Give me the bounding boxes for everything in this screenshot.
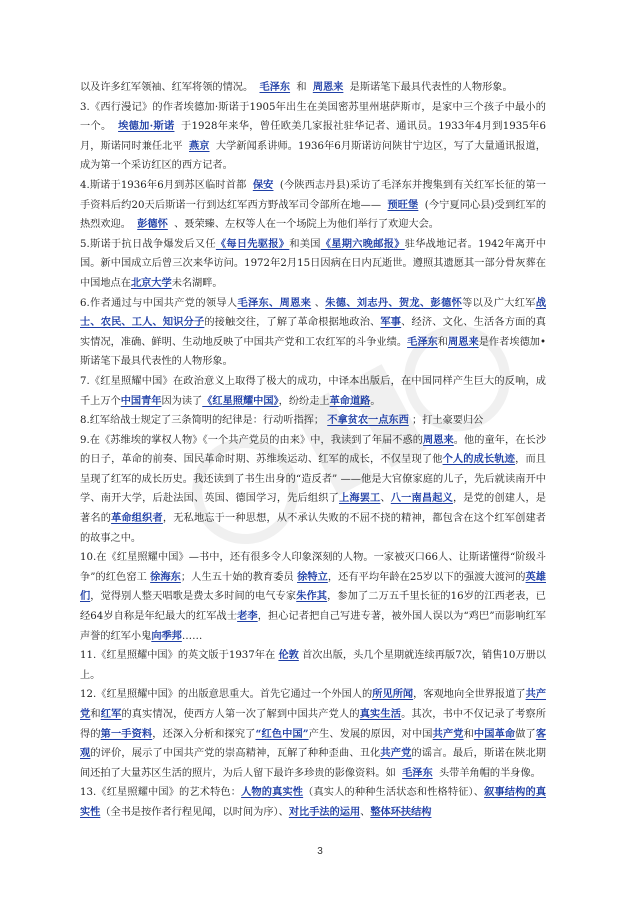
answer-keyword: 革命道路 — [329, 394, 371, 407]
text-run: 是斯诺笔下最具代表性的人物形象。 — [346, 82, 513, 93]
text-run: 是作者埃德加•斯诺笔下最具代表性的人物形象。 — [80, 336, 547, 368]
text-run: ；打土豪要归公 — [408, 415, 484, 427]
answer-keyword: 《每日先驱报》 — [215, 237, 290, 250]
answer-keyword: 对比手法的运用 — [288, 805, 361, 818]
text-run: 和 — [90, 709, 101, 720]
answer-keyword: 革命组织者 — [111, 512, 163, 525]
document-body — [80, 78, 546, 823]
text-run: (今宁夏同心县)受到红军的热烈欢迎。 — [80, 199, 547, 231]
text-run: 等以及广大红军 — [462, 297, 536, 309]
answer-keyword: 毛泽东 — [402, 766, 433, 779]
text-run: 未名湖畔。 — [171, 277, 223, 289]
answer-keyword: 人物的真实性 — [241, 786, 304, 799]
text-run: 6.作者通过与中国共产党的领导人 — [80, 297, 238, 309]
text-run: (今陕西志丹县)采访了毛泽东并搜集到有关红军长征的第一手资料后约20天后斯诺一行到达红军西方野战军司令部所在地—— — [80, 179, 547, 211]
answer-keyword: 毛泽东 — [259, 81, 291, 93]
text-run: ，觉得别人整天唱歌是费太多时间的电气专家 — [90, 591, 297, 603]
answer-keyword: 共产党 — [432, 727, 464, 740]
answer-keyword: 周恩来 — [448, 335, 479, 348]
text-run: 9.在《苏维埃的掌权人物》《一个共产党员的由来》中，我读到了年届不惑的 — [80, 434, 424, 446]
text-run: 、 — [311, 297, 326, 309]
text-run: 12.《红星照耀中国》的出版意思重大。首先它通过一个外国人的 — [80, 689, 373, 701]
answer-keyword: 个人的成长轨迹 — [442, 453, 516, 466]
answer-keyword: 伦敦 — [278, 649, 299, 662]
answer-keyword: 八一南昌起义 — [390, 492, 453, 505]
paragraph-1 — [80, 78, 546, 98]
answer-keyword: 徐特立 — [297, 570, 328, 583]
text-run: 首次出版，头几个星期就连续再版7次，销售10万册以上。 — [80, 650, 546, 681]
answer-keyword: 所见所闻 — [372, 688, 414, 701]
text-run: 5.斯诺于抗日战争爆发后又任 — [80, 238, 216, 250]
answer-keyword: 周恩来 — [312, 81, 344, 93]
text-run: 和美国 — [289, 238, 321, 250]
answer-keyword: 毛泽东 — [407, 335, 438, 348]
text-run: ，而且呈现了红军的成长历史。我还读到了书生出身的“造反者” ——他是大官僚家庭的儿子，先后就读南开中学、南开大学，后赴法国、英国、德国学习，先后组织了 — [80, 454, 546, 505]
answer-keyword: 向季邦 — [151, 629, 182, 642]
paragraph-7 — [80, 411, 546, 431]
text-run: 头带羊角帽的半身像。 — [435, 767, 541, 779]
answer-keyword: 彭德怀 — [137, 218, 168, 231]
paragraph-11 — [80, 685, 546, 783]
text-run: 和 — [293, 82, 310, 93]
paragraph-4 — [80, 235, 546, 294]
answer-keyword: 预旺堡 — [387, 198, 419, 211]
text-run: 于1928年来华，曾任欧美几家报社驻华记者、通讯员。1933年4月到1935年6月，斯诺同时兼任北平 — [80, 121, 546, 152]
answer-keyword: 周恩来 — [423, 433, 454, 446]
answer-keyword: 客观 — [80, 727, 547, 760]
answer-keyword: 中国青年 — [120, 394, 162, 407]
text-run: 的真实情况，使西方人第一次了解到中国共产党人的 — [121, 709, 360, 720]
text-run: ，担心记者把自己写进专著，被外国人误以为“鸡巴”而影响红军声誉的红军小鬼 — [80, 611, 546, 642]
text-run: 、经济、文化、生活各方面的真实情况，准确、鲜明、生动地反映了中国共产党和工农红军的斗争业绩。 — [80, 317, 546, 348]
text-run: ；人生五十始的教育委员 — [180, 571, 298, 583]
answer-keyword: 叙事结构的真实性 — [80, 786, 547, 818]
paragraph-5 — [80, 294, 546, 372]
answer-keyword: 朱德、刘志丹、贺龙、彭德怀 — [325, 296, 463, 309]
text-run: （真实人的种种生活状态和性格特征）、 — [303, 787, 485, 799]
page-number: 3 — [317, 846, 323, 857]
answer-keyword: 毛泽东、周恩来 — [237, 296, 312, 309]
text-run: 。 — [370, 395, 381, 407]
text-run: ，还深入分析和探究了 — [152, 728, 256, 740]
text-run: …… — [181, 630, 203, 642]
paragraph-9 — [80, 548, 546, 646]
answer-keyword: 保安 — [252, 178, 274, 191]
answer-keyword: 燕京 — [189, 139, 210, 152]
text-run: 7.《红星照耀中国》在政治意义上取得了极大的成功，中译本出版后，在中国同样产生巨大的反响，成千上万个 — [80, 375, 546, 407]
text-run: 、 — [380, 493, 391, 505]
text-run: 因为读了 — [161, 395, 203, 407]
answer-keyword: 英雄们 — [80, 570, 546, 603]
text-run: 和 — [463, 728, 474, 740]
text-run: ，参加了二万五千里长征的16岁的江西老表，已经64岁自称是年纪最大的红军战士 — [80, 591, 546, 623]
text-run: ，还有平均年龄在25岁以下的强渡大渡河的 — [327, 571, 526, 583]
text-run: ，纷纷走上 — [278, 395, 330, 407]
text-run: 产生、发展的原因，对中国 — [308, 728, 433, 740]
paragraph-3 — [80, 176, 546, 235]
answer-keyword: 红军 — [100, 708, 122, 720]
text-run: 4.斯诺于1936年6月到苏区临时首都 — [80, 179, 250, 191]
text-run: 10.在《红星照耀中国》—书中，还有很多令人印象深刻的人物。一家被灭口66人、让斯诺懂得“阶级斗争”的红色窑工 — [80, 552, 546, 583]
paragraph-8 — [80, 431, 546, 549]
paragraph-6 — [80, 372, 546, 411]
answer-keyword: 埃德加·斯诺 — [118, 120, 175, 133]
answer-keyword: 《星期六晚邮报》 — [320, 237, 405, 250]
text-run: 3.《西行漫记》的作者埃德加·斯诺于1905年出生在美国密苏里州堪萨斯市，是家中三个孩子中最小的一个。 — [80, 101, 546, 133]
text-run: 做了 — [515, 728, 536, 740]
text-run: 11.《红星照耀中国》的英文版于1937年在 — [80, 650, 279, 662]
text-run: 。其次，书中不仅记录了考察所得的 — [80, 709, 546, 740]
answer-keyword: 上海罢工 — [338, 492, 381, 505]
text-run: 13.《红星照耀中国》的艺术特色： — [80, 787, 242, 799]
paragraph-12 — [80, 783, 546, 822]
text-run: 的谣言。最后，斯诺在陕北期间还拍了大量苏区生活的照片，为后人留下最许多珍贵的影像资料。如 — [80, 748, 546, 779]
text-run: 8.红军给战士规定了三条简明的纪律是：行动听指挥； — [80, 415, 328, 427]
text-run: ，客观地向全世界报道了 — [413, 689, 526, 701]
answer-keyword: 北京大学 — [130, 276, 172, 289]
paragraph-2 — [80, 98, 546, 176]
text-run: 以及许多红军领袖、红军将领的情况。 — [80, 82, 257, 93]
answer-keyword: 真实生活 — [359, 708, 402, 720]
answer-keyword: 不拿贫农一点东西 — [327, 414, 409, 427]
text-run: （全书是按作者行程见闻，以时间为序）、 — [100, 806, 289, 818]
text-run: 。他的童年，在长沙的日子，革命的前奏、国民革命时期、苏维埃运动、红军的成长，不仅呈现了他 — [80, 434, 547, 466]
text-run: 和 — [437, 336, 449, 348]
answer-keyword: 整体环扶结构 — [370, 805, 432, 818]
answer-keyword: 共产党 — [80, 688, 547, 720]
text-run: 的评价，展示了中国共产党的崇高精神，瓦解了种种歪曲、丑化 — [90, 748, 381, 760]
text-run: 、 — [360, 806, 371, 818]
paragraph-10 — [80, 646, 546, 685]
text-run: ，是党的创建人，是著名的 — [80, 493, 546, 525]
answer-keyword: 中国革命 — [473, 727, 516, 740]
answer-keyword: 老李 — [237, 610, 258, 623]
text-run: 的接触交往，了解了革命根据地政治、 — [204, 317, 381, 329]
text-run: 驻华战地记者。1942年离开中国。新中国成立后曾三次来华访问。1972年2月15日因病在日内瓦逝世。遵照其遗愿其一部分骨灰葬在中国地点在 — [80, 238, 547, 289]
answer-keyword: 军事 — [380, 316, 402, 329]
answer-keyword: 朱作其 — [296, 590, 328, 603]
text-run: ，无私地忘于一种思想，从不承认失败的不屈不挠的精神，都包含在这个红军创建者的故事之中。 — [80, 513, 546, 544]
text-run: 、聂荣臻、左权等人在一个场院上为他们举行了欢迎大会。 — [170, 219, 439, 231]
answer-keyword: 共产党 — [380, 747, 412, 760]
answer-keyword: 战士、农民、工人、知识分子 — [80, 296, 547, 329]
answer-keyword: 第一手资料 — [100, 727, 153, 740]
answer-keyword: 《红星照耀中国》 — [202, 394, 279, 407]
text-run: 大学新闻系讲师。1936年6月斯诺访问陕甘宁边区，写了大量通讯报道，成为第一个采访红区的西方记者。 — [80, 140, 546, 172]
answer-keyword: 徐海东 — [150, 570, 181, 583]
answer-keyword: “红色中国” — [255, 727, 309, 740]
